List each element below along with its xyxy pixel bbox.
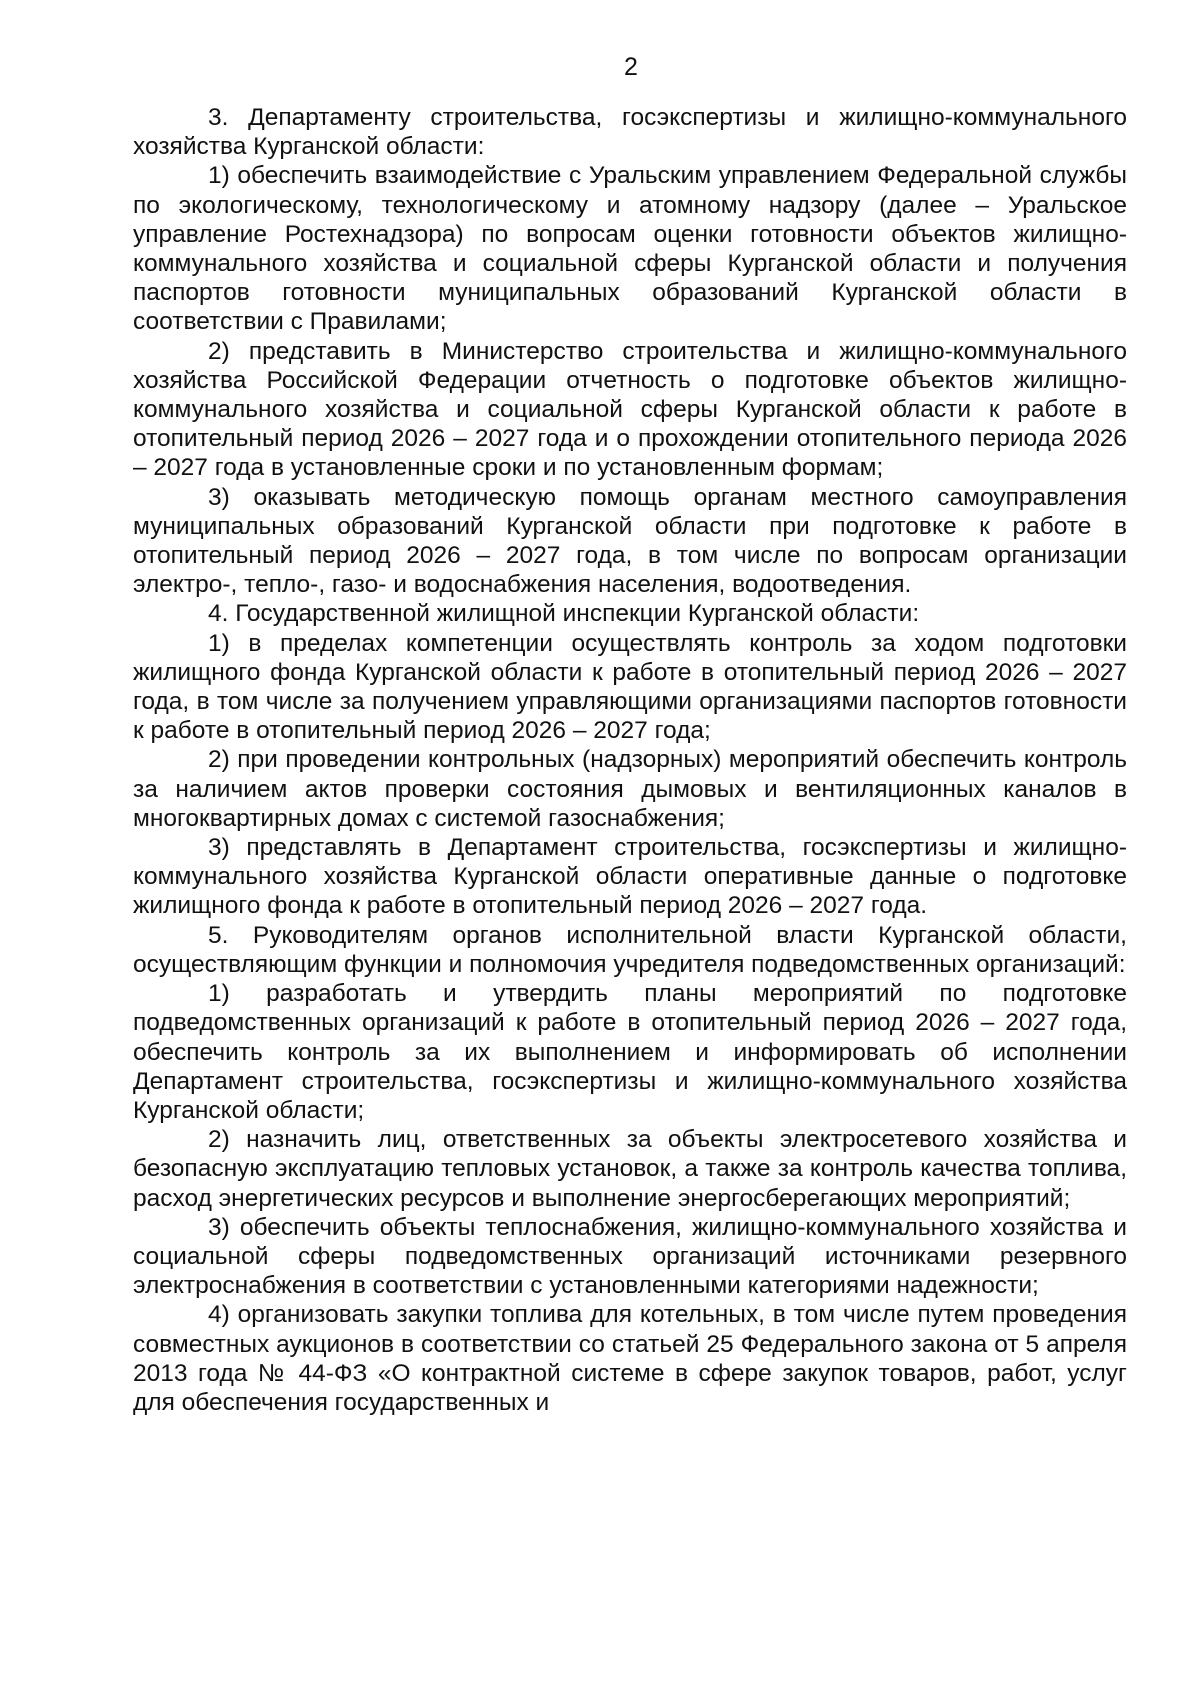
paragraph-5-heading: 5. Руководителям органов исполнительной власти Курганской области, осуществляющим функции и полномочия учредителя подведомственных организаций:	[133, 921, 1127, 978]
paragraph-3-1: 1) обеспечить взаимодействие с Уральским управлением Федеральной службы по экологическому, технологическому и атомному надзору (далее – Уральское управление Ростехнадзора) по вопросам оценки готовности объектов жилищно-коммунального хозяйства и социальной сферы Курганской области и получения паспортов готовности муниципальных образований Курганской области в соответствии с Правилами;	[133, 162, 1127, 336]
paragraph-4-1: 1) в пределах компетенции осуществлять контроль за ходом подготовки жилищного фонда Курганской области к работе в отопительный период 2026 – 2027 года, в том числе за получением управляющими организациями паспортов готовности к работе в отопительный период 2026 – 2027 года;	[133, 629, 1127, 745]
page-number: 2	[624, 53, 638, 81]
paragraph-4-heading: 4. Государственной жилищной инспекции Курганской области:	[208, 600, 920, 628]
paragraph-5-1: 1) разработать и утвердить планы мероприятий по подготовке подведомственных организаций к работе в отопительный период 2026 – 2027 года, обеспечить контроль за их выполнением и информировать об исполнении Департамент строительства, госэкспертизы и жилищно-коммунального хозяйства Курганской области;	[133, 980, 1127, 1124]
paragraph-3-2: 2) представить в Министерство строительства и жилищно-коммунального хозяйства Российской Федерации отчетность о подготовке объектов жилищно-коммунального хозяйства и социальной сферы Курганской области к работе в отопительный период 2026 – 2027 года и о прохождении отопительного периода 2026 – 2027 года в установленные сроки и по установленным формам;	[133, 337, 1127, 482]
paragraph-4-3: 3) представлять в Департамент строительства, госэкспертизы и жилищно-коммунального хозяйства Курганской области оперативные данные о подготовке жилищного фонда к работе в отопительный период 2026 – 2027 года.	[133, 834, 1127, 920]
paragraph-5-2: 2) назначить лиц, ответственных за объекты электросетевого хозяйства и безопасную эксплуатацию тепловых установок, а также за контроль качества топлива, расход энергетических ресурсов и выполнение энергосберегающих мероприятий;	[133, 1126, 1127, 1212]
paragraph-3-heading: 3. Департаменту строительства, госэкспертизы и жилищно-коммунального хозяйства Курганской области:	[133, 104, 1127, 161]
paragraph-3-3: 3) оказывать методическую помощь органам местного самоуправления муниципальных образований Курганской области при подготовке к работе в отопительный период 2026 – 2027 года, в том числе по вопросам организации электро-, тепло-, газо- и водоснабжения населения, водоотведения.	[133, 483, 1127, 599]
document-body	[133, 103, 1127, 1417]
paragraph-5-4: 4) организовать закупки топлива для котельных, в том числе путем проведения совместных аукционов в соответствии со статьей 25 Федерального закона от 5 апреля 2013 года № 44-ФЗ «О контрактной системе в сфере закупок товаров, работ, услуг для обеспечения государственных и	[133, 1301, 1127, 1416]
paragraph-5-3: 3) обеспечить объекты теплоснабжения, жилищно-коммунального хозяйства и социальной сферы подведомственных организаций источниками резервного электроснабжения в соответствии с установленными категориями надежности;	[133, 1213, 1127, 1300]
paragraph-4-2: 2) при проведении контрольных (надзорных) мероприятий обеспечить контроль за наличием актов проверки состояния дымовых и вентиляционных каналов в многоквартирных домах с системой газоснабжения;	[133, 746, 1127, 832]
